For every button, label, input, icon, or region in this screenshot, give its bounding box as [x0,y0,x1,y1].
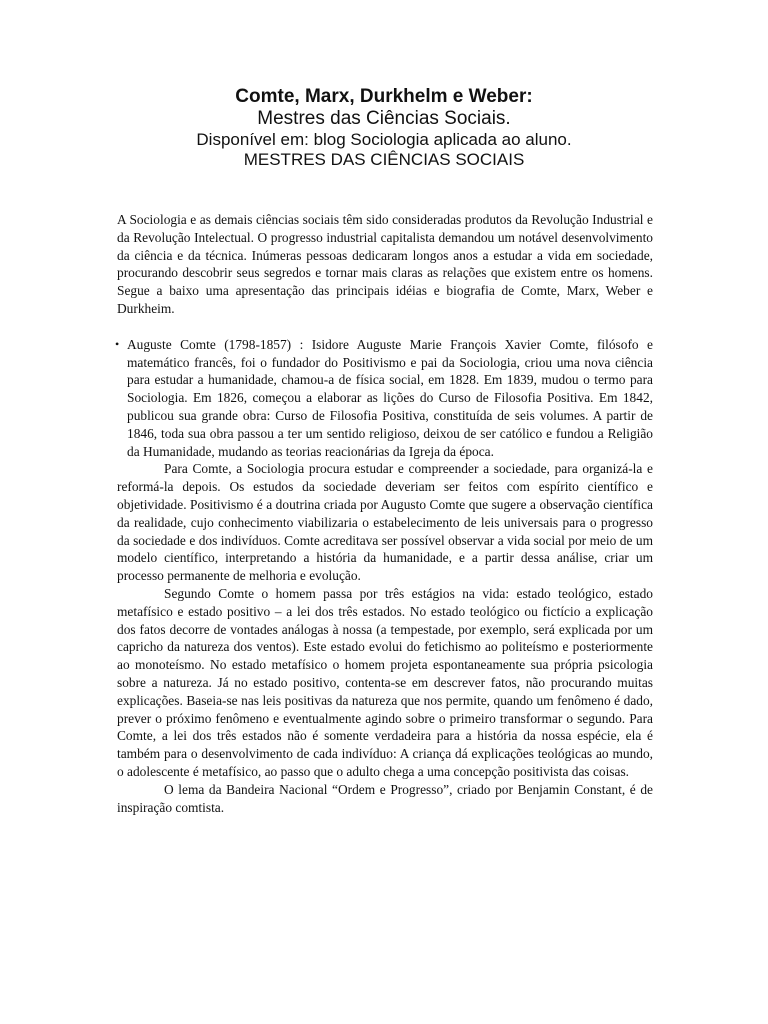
document-body [117,211,653,816]
section-heading: MESTRES DAS CIÊNCIAS SOCIAIS [243,150,525,169]
source-line: Disponível em: blog Sociologia aplicada ao aluno. [196,130,572,149]
document-subtitle: Mestres das Ciências Sociais. [257,108,511,129]
bullet-icon: • [115,336,120,351]
three-stages-paragraph: Segundo Comte o homem passa por três estágios na vida: estado teológico, estado metafísico e estado positivo – a lei dos três estados. No estado teológico ou fictício a explicação dos fatos decorre de vontades análogas à nossa (a tempestade, por exemplo, será explicada por um capricho da natureza dos ventos). Este estado evolui do fetichismo ao politeísmo e posteriormente ao monoteísmo. No estado metafísico o homem projeta espontaneamente sua própria psicologia sobre a natureza. Já no estado positivo, contenta-se em descrever fatos, não procurando muitas explicações. Baseia-se nas leis positivas da natureza que nos permite, quando um fenômeno é dado, prever o próximo fenômeno e eventualmente agindo sobre o primeiro transformar o segundo. Para Comte, a lei dos três estados não é somente verdadeira para a história da nossa espécie, ela é também para o desenvolvimento de cada indivíduo: A criança dá explicações teológicas ao mundo, o adolescente é metafísico, ao passo que o adulto chega a uma concepção positivista das coisas. [117,585,653,779]
comte-biography-paragraph: Auguste Comte (1798-1857) : Isidore Auguste Marie François Xavier Comte, filósofo e matemático francês, foi o fundador do Positivismo e pai da Sociologia, criou uma nova ciência para estudar a humanidade, chamou-a de física social, em 1828. Em 1839, mudou o termo para Sociologia. Em 1826, começou a elaborar as lições do Curso de Filosofia Positiva. Em 1842, publicou sua grande obra: Curso de Filosofia Positiva, constituída de seis volumes. A partir de 1846, toda sua obra passou a ter um sentido religioso, deixou de ser católico e fundou a Religião da Humanidade, mudando as teorias reacionárias da Igreja da época. [127,336,653,459]
motto-paragraph: O lema da Bandeira Nacional “Ordem e Progresso”, criado por Benjamin Constant, é de inspiração comtista. [117,781,653,815]
document-title: Comte, Marx, Durkhelm e Weber: [235,86,533,107]
sociology-paragraph: Para Comte, a Sociologia procura estudar e compreender a sociedade, para organizá-la e reformá-la depois. Os estudos da sociedade deveriam ser feitos com espírito científico e objetividade. Positivismo é a doutrina criada por Augusto Comte que sugere a observação científica da realidade, cujo conhecimento viabilizaria o estabelecimento de leis universais para o progresso da sociedade e dos indivíduos. Comte acreditava ser possível observar a vida social por meio de um modelo científico, interpretando a história da humanidade, e a partir dessa análise, criar um processo permanente de melhoria e evolução. [117,461,653,584]
intro-paragraph: A Sociologia e as demais ciências sociais têm sido consideradas produtos da Revolução Industrial e da Revolução Intelectual. O progresso industrial capitalista demandou um notável desenvolvimento da ciência e da técnica. Inúmeras pessoas dedicaram longos anos a estudar a vida em sociedade, procurando descobrir seus segredos e tornar mais claras as relações que existem entre os homens. Segue a baixo uma apresentação das principais idéias e biografia de Comte, Marx, Weber e Durkheim. [117,212,653,316]
bullet-item-comte [117,336,653,461]
document-header [0,86,768,170]
